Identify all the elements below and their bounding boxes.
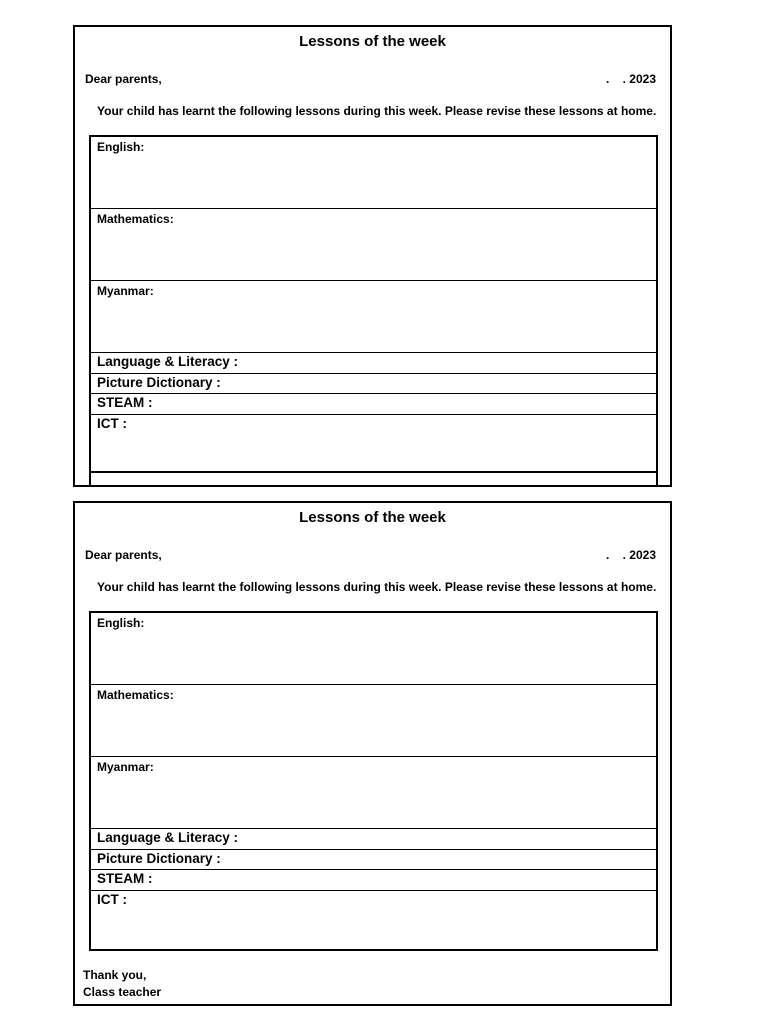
mathematics-row — [91, 209, 656, 281]
lessons-table — [89, 611, 658, 951]
english-label: English: — [97, 616, 145, 630]
ict-row — [91, 891, 656, 949]
picture-dictionary-label: Picture Dictionary : — [97, 374, 221, 390]
form-title: Lessons of the week — [299, 509, 446, 526]
overflow-row — [91, 472, 656, 488]
signoff — [83, 967, 161, 1001]
mathematics-label: Mathematics: — [97, 212, 174, 226]
lesson-form-2 — [73, 501, 672, 1006]
myanmar-label: Myanmar: — [97, 760, 154, 774]
mathematics-row — [91, 685, 656, 757]
steam-label: STEAM : — [97, 871, 153, 886]
intro-text: Your child has learnt the following lessons during this week. Please revise these lessons at home. — [97, 580, 657, 594]
greeting: Dear parents, — [85, 72, 162, 86]
ict-label: ICT : — [97, 891, 127, 907]
steam-row — [91, 870, 656, 891]
intro-text: Your child has learnt the following lessons during this week. Please revise these lessons at home. — [97, 104, 657, 118]
english-label: English: — [97, 140, 145, 154]
language-literacy-row — [91, 353, 656, 374]
english-row — [91, 137, 656, 209]
language-literacy-label: Language & Literacy : — [97, 830, 239, 845]
myanmar-label: Myanmar: — [97, 284, 154, 298]
steam-row — [91, 394, 656, 415]
language-literacy-row — [91, 829, 656, 850]
thanks-text: Thank you, — [83, 968, 147, 982]
signature-text: Class teacher — [83, 985, 162, 999]
myanmar-row — [91, 757, 656, 829]
picture-dictionary-row — [91, 374, 656, 395]
lessons-table — [89, 135, 658, 487]
myanmar-row — [91, 281, 656, 353]
steam-label: STEAM : — [97, 395, 153, 410]
mathematics-label: Mathematics: — [97, 688, 174, 702]
ict-label: ICT : — [97, 415, 127, 431]
picture-dictionary-label: Picture Dictionary : — [97, 850, 221, 866]
date-field: . . 2023 — [605, 72, 656, 86]
form-title: Lessons of the week — [299, 33, 446, 50]
language-literacy-label: Language & Literacy : — [97, 354, 239, 369]
english-row — [91, 613, 656, 685]
lesson-form-1 — [73, 25, 672, 487]
greeting: Dear parents, — [85, 548, 162, 562]
ict-row — [91, 415, 656, 472]
date-field: . . 2023 — [605, 548, 656, 562]
picture-dictionary-row — [91, 850, 656, 871]
